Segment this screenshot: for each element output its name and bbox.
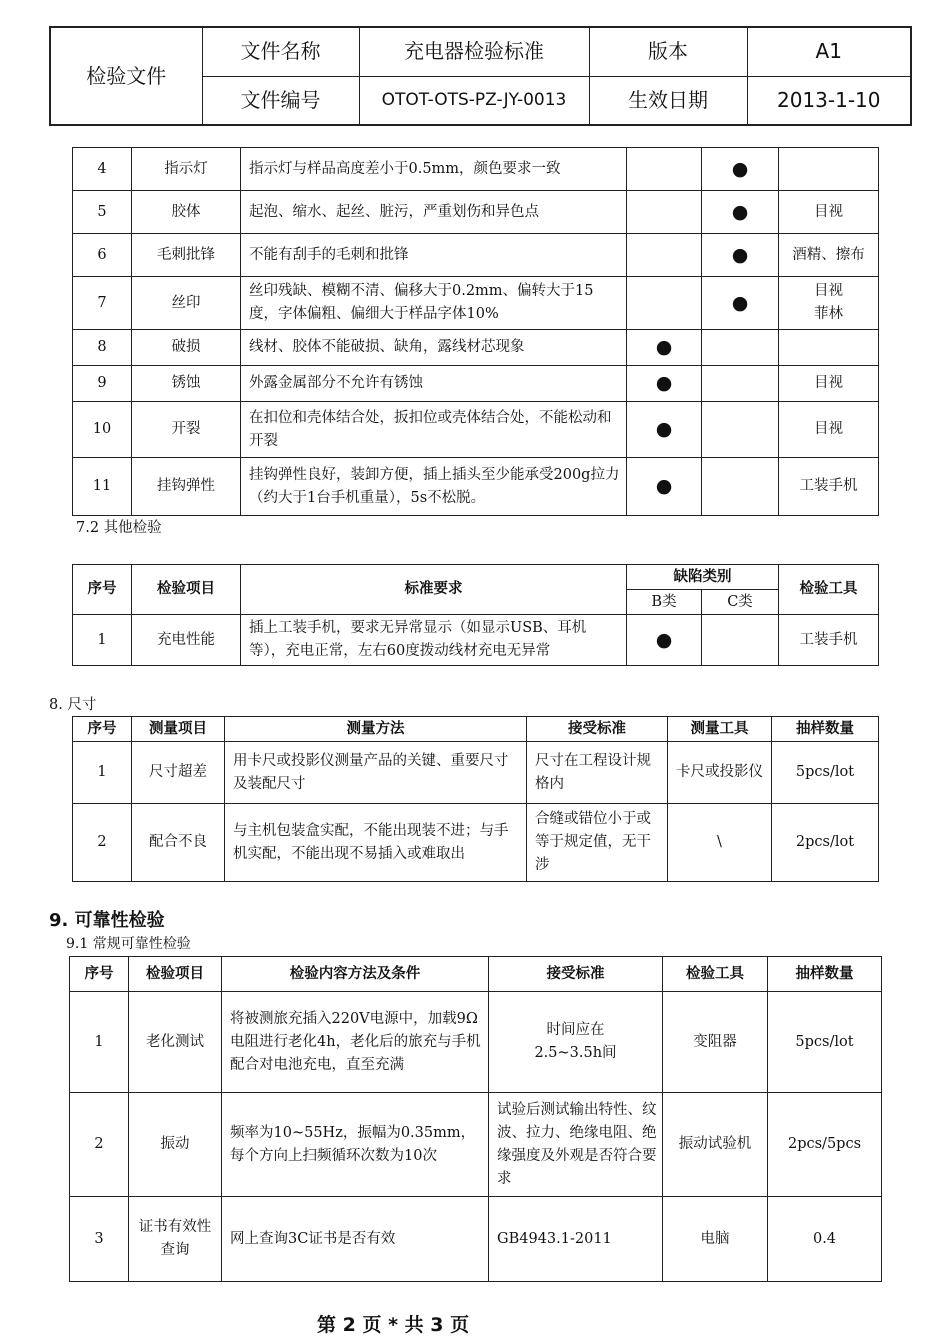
- col-class-b: B类: [627, 590, 702, 615]
- row-item: 锈蚀: [132, 366, 241, 402]
- appearance-inspection-table: [72, 147, 879, 516]
- row-class-c-mark: [702, 402, 779, 458]
- row-tool: [779, 148, 879, 191]
- row-no: 1: [73, 742, 132, 804]
- table-row: [73, 191, 879, 234]
- row-class-c-mark: [702, 330, 779, 366]
- row-class-c-mark: [702, 458, 779, 516]
- row-class-c-mark: [702, 615, 779, 666]
- row-item: 破损: [132, 330, 241, 366]
- row-requirement: 起泡、缩水、起丝、脏污，严重划伤和异色点: [241, 191, 627, 234]
- row-no: 4: [73, 148, 132, 191]
- row-accept: 尺寸在工程设计规格内: [527, 742, 668, 804]
- row-accept: GB4943.1-2011: [489, 1197, 663, 1282]
- row-item: 指示灯: [132, 148, 241, 191]
- row-requirement: 丝印残缺、模糊不清、偏移大于0.2mm、偏转大于15度，字体偏粗、偏细大于样品字体10%: [241, 277, 627, 330]
- row-requirement: 挂钩弹性良好，装卸方便，插上插头至少能承受200g拉力（约大于1台手机重量），5s不松脱。: [241, 458, 627, 516]
- row-item: 胶体: [132, 191, 241, 234]
- version-label: 版本: [589, 27, 747, 76]
- row-method: 用卡尺或投影仪测量产品的关键、重要尺寸及装配尺寸: [225, 742, 527, 804]
- row-requirement: 不能有刮手的毛刺和批锋: [241, 234, 627, 277]
- row-no: 8: [73, 330, 132, 366]
- row-sample: 0.4: [768, 1197, 882, 1282]
- section-8-caption: 8. 尺寸: [49, 697, 97, 713]
- row-tool: 工装手机: [779, 458, 879, 516]
- row-class-b-mark: [627, 277, 702, 330]
- row-tool: 卡尺或投影仪: [668, 742, 772, 804]
- row-no: 2: [70, 1093, 129, 1197]
- table-row: [73, 330, 879, 366]
- row-no: 5: [73, 191, 132, 234]
- table-row: [73, 402, 879, 458]
- col-accept: 接受标准: [527, 717, 668, 742]
- row-tool: 工装手机: [779, 615, 879, 666]
- row-class-c-mark: ●: [702, 277, 779, 330]
- row-class-b-mark: ●: [627, 615, 702, 666]
- col-item: 检验项目: [129, 957, 222, 992]
- col-measure-item: 测量项目: [132, 717, 225, 742]
- dimension-table: [72, 716, 879, 882]
- table-row: [73, 277, 879, 330]
- row-tool: [779, 330, 879, 366]
- row-no: 10: [73, 402, 132, 458]
- row-item: 毛刺批锋: [132, 234, 241, 277]
- row-no: 11: [73, 458, 132, 516]
- section-9-1-caption: 9.1 常规可靠性检验: [66, 936, 191, 952]
- table-row: [73, 234, 879, 277]
- row-accept: 时间应在 2.5~3.5h间: [489, 992, 663, 1093]
- col-accept: 接受标准: [489, 957, 663, 992]
- row-no: 1: [70, 992, 129, 1093]
- table-row: [70, 992, 882, 1093]
- row-tool: 目视: [779, 402, 879, 458]
- row-tool: 目视: [779, 366, 879, 402]
- row-no: 1: [73, 615, 132, 666]
- table-row: [73, 615, 879, 666]
- document-header: [49, 26, 912, 126]
- other-inspection-table: [72, 564, 879, 666]
- page-footer: 第 2 页 * 共 3 页: [317, 1314, 470, 1336]
- col-no: 序号: [73, 717, 132, 742]
- row-content: 将被测旅充插入220V电源中，加载9Ω电阻进行老化4h，老化后的旅充与手机配合对电池充电，直至充满: [222, 992, 489, 1093]
- col-item: 检验项目: [132, 565, 241, 615]
- col-defect-class: 缺陷类别: [627, 565, 779, 590]
- col-no: 序号: [73, 565, 132, 615]
- row-no: 2: [73, 804, 132, 882]
- section-7-2-caption: 7.2 其他检验: [76, 520, 162, 536]
- doc-name-label: 文件名称: [202, 27, 359, 76]
- table-row: [70, 1093, 882, 1197]
- col-content: 检验内容方法及条件: [222, 957, 489, 992]
- row-tool: \: [668, 804, 772, 882]
- doc-name-value: 充电器检验标准: [359, 27, 589, 76]
- row-class-b-mark: [627, 234, 702, 277]
- table-row: [70, 1197, 882, 1282]
- row-content: 频率为10~55Hz，振幅为0.35mm，每个方向上扫频循环次数为10次: [222, 1093, 489, 1197]
- row-tool: 振动试验机: [663, 1093, 768, 1197]
- row-class-c-mark: ●: [702, 234, 779, 277]
- col-class-c: C类: [702, 590, 779, 615]
- table-row: [73, 148, 879, 191]
- row-accept: 合缝或错位小于或等于规定值，无干涉: [527, 804, 668, 882]
- row-accept: 试验后测试输出特性、纹波、拉力、绝缘电阻、绝缘强度及外观是否符合要求: [489, 1093, 663, 1197]
- row-class-b-mark: ●: [627, 402, 702, 458]
- row-no: 7: [73, 277, 132, 330]
- row-tool: 电脑: [663, 1197, 768, 1282]
- row-class-b-mark: [627, 148, 702, 191]
- row-sample: 5pcs/lot: [768, 992, 882, 1093]
- col-no: 序号: [70, 957, 129, 992]
- col-tool: 检验工具: [779, 565, 879, 615]
- version-value: A1: [747, 27, 911, 76]
- row-tool: 变阻器: [663, 992, 768, 1093]
- row-class-b-mark: ●: [627, 330, 702, 366]
- table-row: [73, 742, 879, 804]
- row-content: 网上查询3C证书是否有效: [222, 1197, 489, 1282]
- table-row: [73, 804, 879, 882]
- row-item: 证书有效性查询: [129, 1197, 222, 1282]
- table-row: [73, 366, 879, 402]
- row-requirement: 指示灯与样品高度差小于0.5mm，颜色要求一致: [241, 148, 627, 191]
- row-tool: 目视 菲林: [779, 277, 879, 330]
- section-9-title: 9. 可靠性检验: [49, 910, 165, 931]
- effective-date-value: 2013-1-10: [747, 76, 911, 125]
- row-class-b-mark: ●: [627, 458, 702, 516]
- row-method: 与主机包装盒实配，不能出现装不进；与手机实配，不能出现不易插入或难取出: [225, 804, 527, 882]
- row-class-c-mark: [702, 366, 779, 402]
- row-item: 充电性能: [132, 615, 241, 666]
- row-item: 振动: [129, 1093, 222, 1197]
- row-sample: 2pcs/lot: [772, 804, 879, 882]
- doc-type-label: 检验文件: [50, 27, 202, 125]
- row-class-b-mark: ●: [627, 366, 702, 402]
- table-row: [73, 458, 879, 516]
- row-class-b-mark: [627, 191, 702, 234]
- row-item: 尺寸超差: [132, 742, 225, 804]
- row-item: 挂钩弹性: [132, 458, 241, 516]
- doc-code-label: 文件编号: [202, 76, 359, 125]
- col-tool: 测量工具: [668, 717, 772, 742]
- row-item: 开裂: [132, 402, 241, 458]
- doc-code-value: OTOT-OTS-PZ-JY-0013: [359, 76, 589, 125]
- row-class-c-mark: ●: [702, 191, 779, 234]
- col-sample: 抽样数量: [768, 957, 882, 992]
- row-class-c-mark: ●: [702, 148, 779, 191]
- col-tool: 检验工具: [663, 957, 768, 992]
- row-requirement: 插上工装手机，要求无异常显示（如显示USB、耳机等），充电正常，左右60度拨动线材充电无异常: [241, 615, 627, 666]
- col-method: 测量方法: [225, 717, 527, 742]
- reliability-table: [69, 956, 882, 1282]
- row-no: 3: [70, 1197, 129, 1282]
- row-no: 6: [73, 234, 132, 277]
- effective-date-label: 生效日期: [589, 76, 747, 125]
- row-sample: 5pcs/lot: [772, 742, 879, 804]
- row-tool: 目视: [779, 191, 879, 234]
- row-item: 丝印: [132, 277, 241, 330]
- row-no: 9: [73, 366, 132, 402]
- row-item: 老化测试: [129, 992, 222, 1093]
- col-sample: 抽样数量: [772, 717, 879, 742]
- row-item: 配合不良: [132, 804, 225, 882]
- row-tool: 酒精、擦布: [779, 234, 879, 277]
- col-requirement: 标准要求: [241, 565, 627, 615]
- row-sample: 2pcs/5pcs: [768, 1093, 882, 1197]
- row-requirement: 外露金属部分不允许有锈蚀: [241, 366, 627, 402]
- row-requirement: 在扣位和壳体结合处，扳扣位或壳体结合处，不能松动和开裂: [241, 402, 627, 458]
- row-requirement: 线材、胶体不能破损、缺角，露线材芯现象: [241, 330, 627, 366]
